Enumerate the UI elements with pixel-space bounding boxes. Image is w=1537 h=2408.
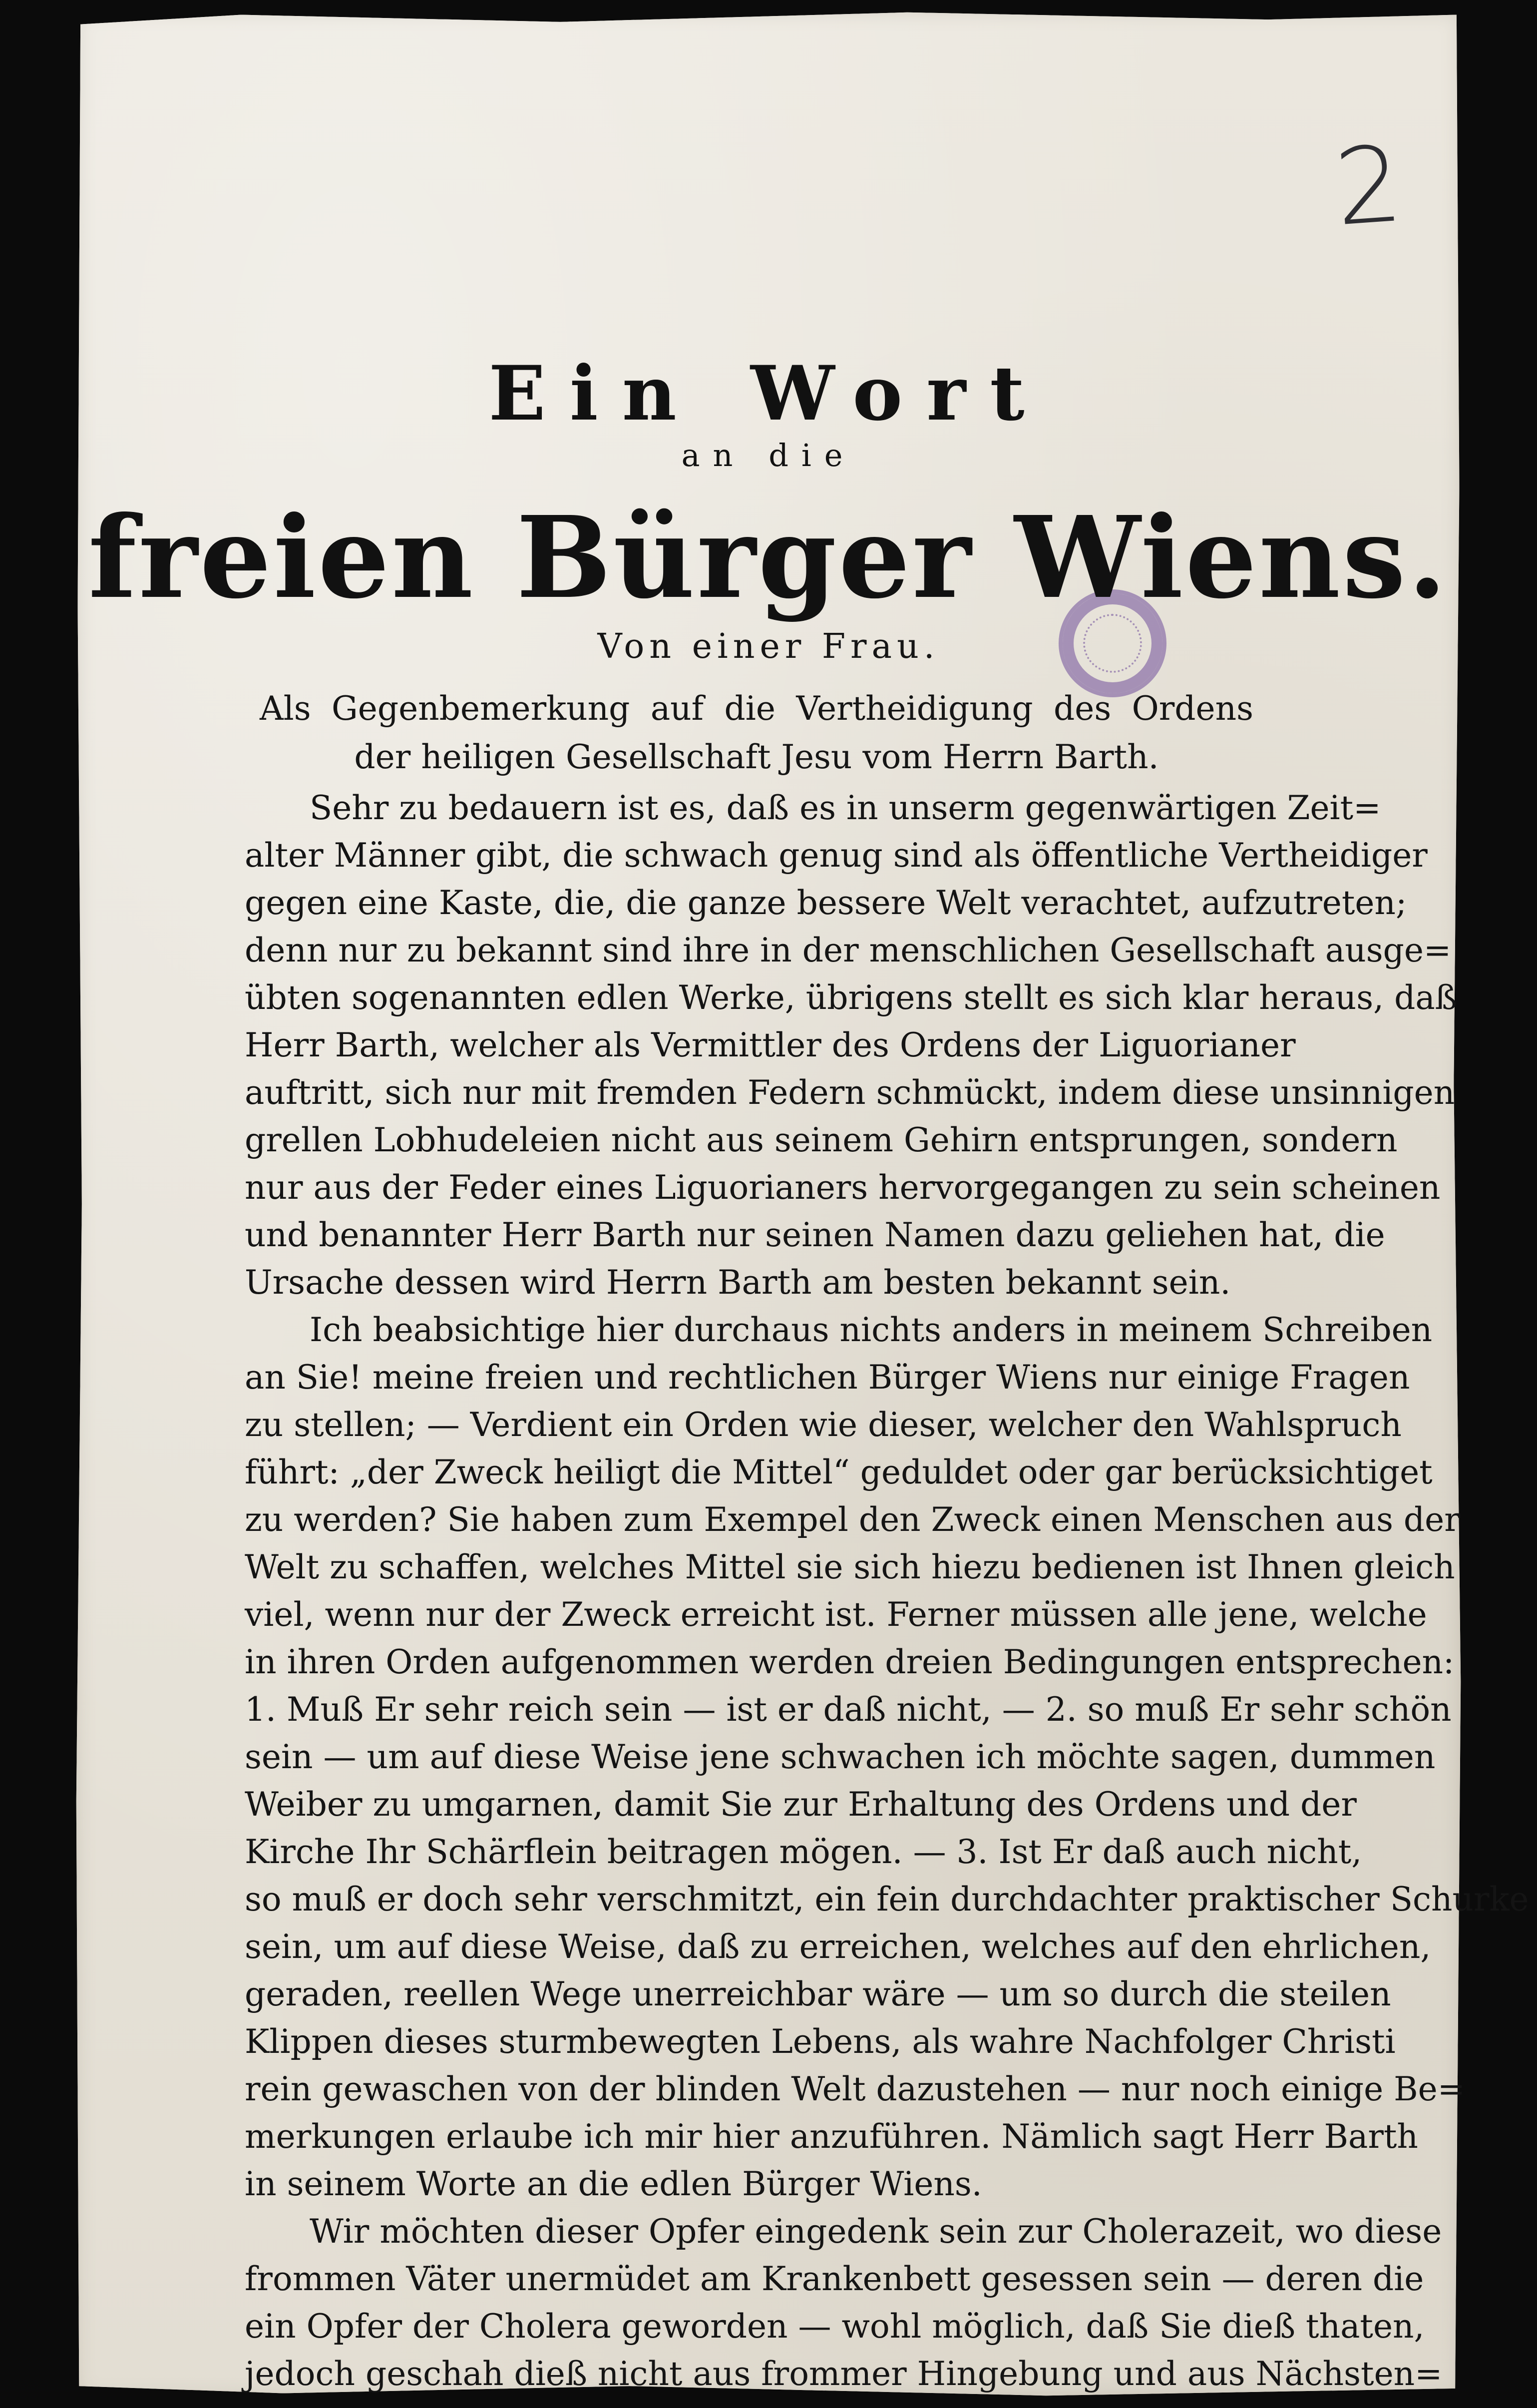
body-line: in ihren Orden aufgenommen werden dreien Bedingungen entsprechen: <box>245 1643 1455 1681</box>
body-line: nur aus der Feder eines Liguorianers hervorgegangen zu sein scheinen <box>245 1168 1441 1207</box>
body-line: führt: „der Zweck heiligt die Mittel“ geduldet oder gar berücksichtiget <box>245 1453 1433 1491</box>
body-line: Herr Barth, welcher als Vermittler des Ordens der Liguorianer <box>245 1026 1296 1064</box>
body-line: zu werden? Sie haben zum Exempel den Zweck einen Menschen aus der <box>245 1500 1460 1539</box>
body-line: rein gewaschen von der blinden Welt dazustehen — nur noch einige Be= <box>245 2070 1465 2108</box>
body-line: übten sogenannten edlen Werke, übrigens stellt es sich klar heraus, daß <box>245 978 1457 1017</box>
body-line: viel, wenn nur der Zweck erreicht ist. Ferner müssen alle jene, welche <box>245 1595 1427 1634</box>
subtitle: Als Gegenbemerkung auf die Vertheidigung des Ordens der heiligen Gesellschaft Jesu vom Herrn Barth. <box>260 689 1253 776</box>
body-line: Ursache dessen wird Herrn Barth am besten bekannt sein. <box>245 1263 1231 1302</box>
byline: Von einer Frau. <box>597 627 940 666</box>
body-line: jedoch geschah dieß nicht aus frommer Hingebung und aus Nächsten= <box>245 2355 1443 2393</box>
archive-number: 2 <box>1331 122 1407 250</box>
body-line: auftritt, sich nur mit fremden Federn schmückt, indem diese unsinnigen <box>245 1073 1455 1112</box>
body-line: Weiber zu umgarnen, damit Sie zur Erhaltung des Ordens und der <box>245 1785 1357 1824</box>
body-text <box>245 784 1529 2398</box>
title-line-2: an die <box>681 437 856 474</box>
body-line: geraden, reellen Wege unerreichbar wäre — um so durch die steilen <box>245 1975 1391 2013</box>
body-line: grellen Lobhudeleien nicht aus seinem Gehirn entsprungen, sondern <box>245 1121 1398 1159</box>
body-line: Klippen dieses sturmbewegten Lebens, als wahre Nachfolger Christi <box>245 2022 1396 2061</box>
body-line: Sehr zu bedauern ist es, daß es in unserm gegenwärtigen Zeit= <box>310 789 1381 827</box>
body-line: so muß er doch sehr verschmitzt, ein fein durchdachter praktischer Schurke <box>245 1880 1529 1919</box>
body-line: gegen eine Kaste, die, die ganze bessere Welt verachtet, aufzutreten; <box>245 884 1407 922</box>
body-line: sein — um auf diese Weise jene schwachen ich möchte sagen, dummen <box>245 1738 1436 1776</box>
body-line: frommen Väter unermüdet am Krankenbett gesessen sein — deren die <box>245 2260 1424 2298</box>
body-line: alter Männer gibt, die schwach genug sind als öffentliche Vertheidiger <box>245 836 1428 875</box>
title-line-1: Ein Wort <box>488 350 1049 438</box>
body-line: sein, um auf diese Weise, daß zu erreichen, welches auf den ehrlichen, <box>245 1927 1431 1966</box>
body-line: merkungen erlaube ich mir hier anzuführen. Nämlich sagt Herr Barth <box>245 2117 1418 2156</box>
body-line: zu stellen; — Verdient ein Orden wie dieser, welcher den Wahlspruch <box>245 1406 1402 1444</box>
body-line: Wir möchten dieser Opfer eingedenk sein zur Cholerazeit, wo diese <box>310 2212 1442 2251</box>
body-line: denn nur zu bekannt sind ihre in der menschlichen Gesellschaft ausge= <box>245 931 1452 969</box>
body-line: Kirche Ihr Schärflein beitragen mögen. — 3. Ist Er daß auch nicht, <box>245 1833 1362 1871</box>
body-line: 1. Muß Er sehr reich sein — ist er daß nicht, — 2. so muß Er sehr schön <box>245 1690 1452 1729</box>
body-line: in seinem Worte an die edlen Bürger Wiens. <box>245 2165 982 2203</box>
title-line-3: freien Bürger Wiens. <box>88 492 1449 624</box>
body-line: ein Opfer der Cholera geworden — wohl möglich, daß Sie dieß thaten, <box>245 2307 1425 2346</box>
body-line: und benannter Herr Barth nur seinen Namen dazu geliehen hat, die <box>245 1216 1385 1254</box>
body-line: an Sie! meine freien und rechtlichen Bürger Wiens nur einige Fragen <box>245 1358 1410 1397</box>
body-line: Welt zu schaffen, welches Mittel sie sich hiezu bedienen ist Ihnen gleich <box>245 1548 1455 1586</box>
body-line: Ich beabsichtige hier durchaus nichts anders in meinem Schreiben <box>310 1311 1433 1349</box>
